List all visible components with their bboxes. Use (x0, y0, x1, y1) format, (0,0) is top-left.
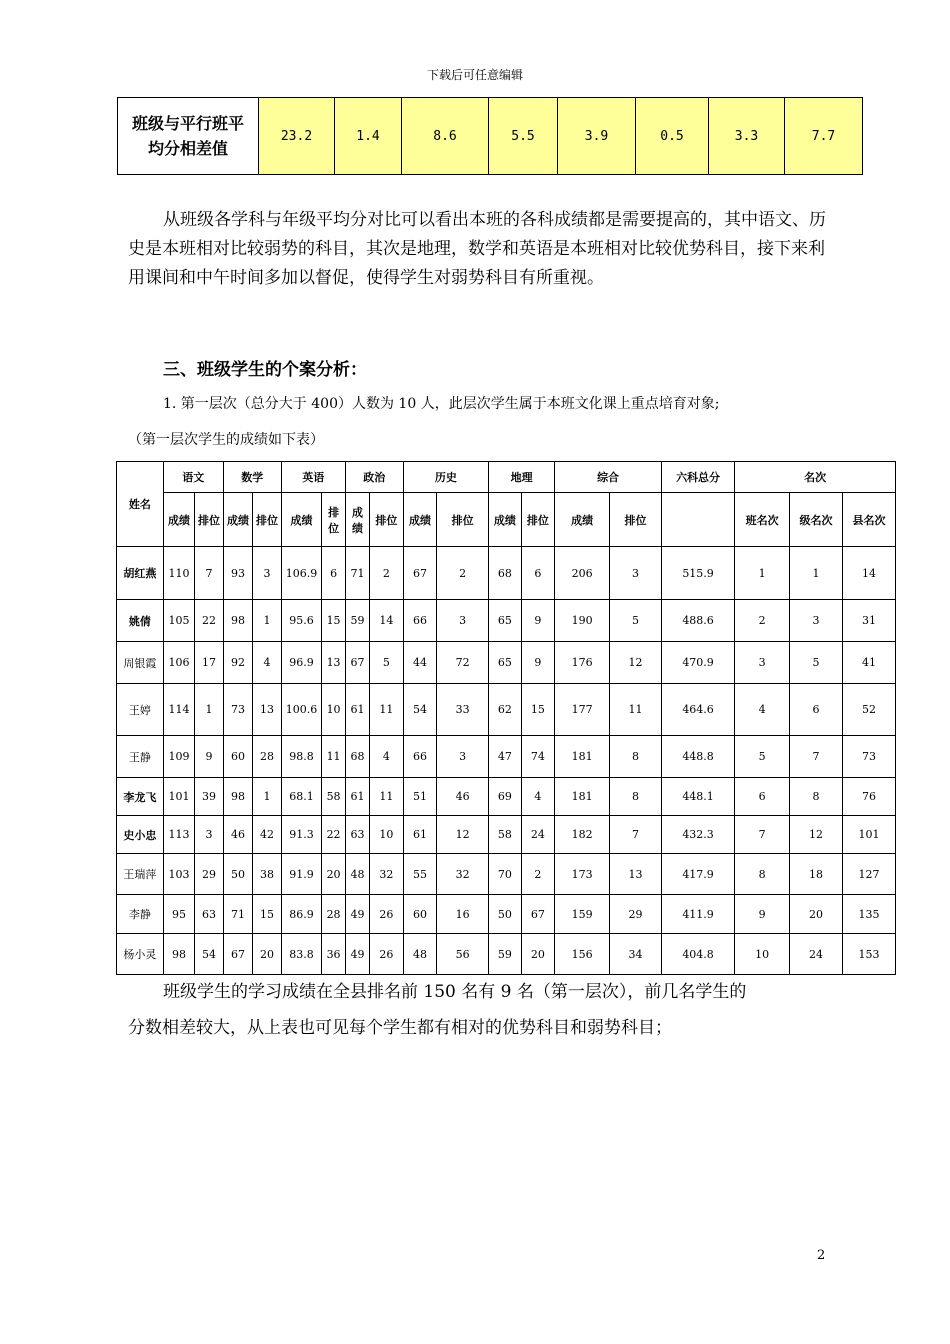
score-cell: 71 (223, 895, 252, 934)
table-row (117, 854, 896, 895)
score-cell: 61 (403, 816, 437, 854)
score-cell: 106 (163, 642, 195, 684)
score-cell: 5 (370, 642, 404, 684)
header-class-rank: 班名次 (735, 493, 790, 547)
score-cell: 8 (790, 778, 843, 816)
score-cell: 13 (322, 642, 345, 684)
score-cell: 14 (842, 547, 895, 600)
header-subject: 政治 (345, 462, 403, 493)
score-cell: 5 (790, 642, 843, 684)
score-cell: 41 (842, 642, 895, 684)
score-cell: 15 (521, 684, 555, 736)
score-cell: 2 (521, 854, 555, 895)
score-cell: 59 (489, 934, 522, 975)
score-cell: 11 (370, 684, 404, 736)
student-name: 王婷 (117, 684, 164, 736)
score-cell: 6 (521, 547, 555, 600)
table-row (117, 895, 896, 934)
score-cell: 5 (610, 600, 662, 642)
difference-value: 7.7 (785, 98, 863, 175)
score-cell: 33 (437, 684, 489, 736)
score-cell: 92 (223, 642, 252, 684)
score-cell: 49 (345, 895, 369, 934)
score-cell: 96.9 (281, 642, 322, 684)
score-cell: 60 (403, 895, 437, 934)
score-cell: 515.9 (661, 547, 734, 600)
student-name: 王瑞萍 (117, 854, 164, 895)
score-cell: 1 (195, 684, 223, 736)
header-position: 排位 (610, 493, 662, 547)
student-name: 王静 (117, 736, 164, 778)
table-caption: （第一层次学生的成绩如下表） (128, 432, 324, 448)
score-cell: 24 (521, 816, 555, 854)
score-cell: 58 (489, 816, 522, 854)
header-score: 成 绩 (345, 493, 369, 547)
score-cell: 66 (403, 600, 437, 642)
score-cell: 63 (345, 816, 369, 854)
score-cell: 91.3 (281, 816, 322, 854)
header-rank: 名次 (735, 462, 896, 493)
score-cell: 11 (322, 736, 345, 778)
scores-body (117, 547, 896, 975)
score-cell: 190 (555, 600, 610, 642)
score-cell: 1 (790, 547, 843, 600)
score-cell: 32 (437, 854, 489, 895)
student-name: 周银霞 (117, 642, 164, 684)
student-name: 杨小灵 (117, 934, 164, 975)
score-cell: 67 (403, 547, 437, 600)
score-cell: 38 (253, 854, 281, 895)
score-cell: 1 (253, 600, 281, 642)
score-cell: 98 (223, 600, 252, 642)
score-cell: 83.8 (281, 934, 322, 975)
score-cell: 12 (610, 642, 662, 684)
score-cell: 135 (842, 895, 895, 934)
score-cell: 13 (253, 684, 281, 736)
score-cell: 36 (322, 934, 345, 975)
difference-label: 班级与平行班平 均分相差值 (118, 98, 259, 175)
student-name: 李静 (117, 895, 164, 934)
score-cell: 54 (403, 684, 437, 736)
score-cell: 11 (610, 684, 662, 736)
score-cell: 153 (842, 934, 895, 975)
score-cell: 65 (489, 600, 522, 642)
score-cell: 22 (322, 816, 345, 854)
score-cell: 8 (735, 854, 790, 895)
summary-paragraph: 班级学生的学习成绩在全县排名前 150 名有 9 名（第一层次），前几名学生的 分数相差较大，从上表也可见每个学生都有相对的优势科目和弱势科目； (128, 982, 747, 1038)
score-cell: 74 (521, 736, 555, 778)
score-cell: 28 (322, 895, 345, 934)
table-row (117, 736, 896, 778)
score-cell: 5 (735, 736, 790, 778)
score-cell: 1 (735, 547, 790, 600)
score-cell: 206 (555, 547, 610, 600)
score-cell: 4 (521, 778, 555, 816)
score-cell: 52 (842, 684, 895, 736)
score-cell: 3 (195, 816, 223, 854)
score-cell: 68.1 (281, 778, 322, 816)
score-cell: 2 (735, 600, 790, 642)
score-cell: 7 (610, 816, 662, 854)
score-cell: 432.3 (661, 816, 734, 854)
score-cell: 9 (521, 642, 555, 684)
student-name: 史小忠 (117, 816, 164, 854)
score-cell: 7 (195, 547, 223, 600)
score-cell: 51 (403, 778, 437, 816)
header-subject: 综合 (555, 462, 662, 493)
score-cell: 182 (555, 816, 610, 854)
score-cell: 26 (370, 895, 404, 934)
header-score: 成绩 (223, 493, 252, 547)
score-cell: 58 (322, 778, 345, 816)
score-cell: 31 (842, 600, 895, 642)
score-cell: 8 (610, 736, 662, 778)
score-cell: 2 (370, 547, 404, 600)
score-cell: 42 (253, 816, 281, 854)
table-row (117, 547, 896, 600)
header-position: 排位 (253, 493, 281, 547)
score-cell: 3 (437, 600, 489, 642)
score-cell: 29 (610, 895, 662, 934)
score-cell: 66 (403, 736, 437, 778)
score-cell: 15 (253, 895, 281, 934)
student-name: 姚倩 (117, 600, 164, 642)
page-number: 2 (817, 1248, 826, 1263)
score-cell: 61 (345, 684, 369, 736)
score-cell: 68 (345, 736, 369, 778)
table-row (117, 816, 896, 854)
score-cell: 411.9 (661, 895, 734, 934)
score-cell: 3 (437, 736, 489, 778)
header-subject: 数学 (223, 462, 281, 493)
score-cell: 63 (195, 895, 223, 934)
header-county-rank: 县名次 (842, 493, 895, 547)
score-cell: 103 (163, 854, 195, 895)
difference-value: 3.9 (558, 98, 636, 175)
score-cell: 2 (437, 547, 489, 600)
score-cell: 59 (345, 600, 369, 642)
score-cell: 10 (370, 816, 404, 854)
score-cell: 488.6 (661, 600, 734, 642)
difference-value: 3.3 (709, 98, 785, 175)
score-cell: 9 (735, 895, 790, 934)
score-cell: 93 (223, 547, 252, 600)
header-subject: 英语 (281, 462, 345, 493)
score-cell: 110 (163, 547, 195, 600)
score-cell: 54 (195, 934, 223, 975)
score-cell: 10 (735, 934, 790, 975)
score-cell: 48 (345, 854, 369, 895)
section-heading: 三、班级学生的个案分析： (163, 360, 367, 380)
score-cell: 417.9 (661, 854, 734, 895)
score-cell: 98.8 (281, 736, 322, 778)
difference-table (117, 97, 863, 175)
score-cell: 101 (163, 778, 195, 816)
difference-value: 8.6 (402, 98, 489, 175)
score-cell: 4 (735, 684, 790, 736)
score-cell: 61 (345, 778, 369, 816)
header-subject: 地理 (489, 462, 555, 493)
score-cell: 15 (322, 600, 345, 642)
score-cell: 86.9 (281, 895, 322, 934)
score-cell: 173 (555, 854, 610, 895)
score-cell: 95.6 (281, 600, 322, 642)
difference-value: 5.5 (489, 98, 558, 175)
header-score: 成绩 (163, 493, 195, 547)
score-cell: 12 (790, 816, 843, 854)
scores-table (116, 461, 896, 975)
score-cell: 105 (163, 600, 195, 642)
score-cell: 8 (610, 778, 662, 816)
header-position: 排位 (521, 493, 555, 547)
score-cell: 20 (253, 934, 281, 975)
score-cell: 73 (223, 684, 252, 736)
score-cell: 114 (163, 684, 195, 736)
score-cell: 109 (163, 736, 195, 778)
header-score: 成绩 (555, 493, 610, 547)
score-cell: 3 (610, 547, 662, 600)
score-cell: 7 (735, 816, 790, 854)
header-score: 成绩 (489, 493, 522, 547)
table-row (117, 934, 896, 975)
score-cell: 9 (195, 736, 223, 778)
score-cell: 98 (163, 934, 195, 975)
table-row (117, 642, 896, 684)
score-cell: 91.9 (281, 854, 322, 895)
score-cell: 20 (521, 934, 555, 975)
score-cell: 177 (555, 684, 610, 736)
score-cell: 181 (555, 736, 610, 778)
score-cell: 6 (735, 778, 790, 816)
header-score: 成绩 (281, 493, 322, 547)
score-cell: 28 (253, 736, 281, 778)
difference-value: 23.2 (259, 98, 335, 175)
header-score: 成绩 (403, 493, 437, 547)
score-cell: 100.6 (281, 684, 322, 736)
score-cell: 73 (842, 736, 895, 778)
score-cell: 4 (253, 642, 281, 684)
score-cell: 29 (195, 854, 223, 895)
score-cell: 44 (403, 642, 437, 684)
score-cell: 56 (437, 934, 489, 975)
header-name: 姓名 (117, 462, 164, 547)
score-cell: 10 (322, 684, 345, 736)
difference-value: 1.4 (335, 98, 402, 175)
score-cell: 72 (437, 642, 489, 684)
header-note: 下载后可任意编辑 (426, 68, 523, 82)
score-cell: 14 (370, 600, 404, 642)
table-row (117, 778, 896, 816)
score-cell: 16 (437, 895, 489, 934)
score-cell: 9 (521, 600, 555, 642)
score-cell: 101 (842, 816, 895, 854)
score-cell: 6 (322, 547, 345, 600)
score-cell: 12 (437, 816, 489, 854)
score-cell: 176 (555, 642, 610, 684)
header-row-subjects (117, 462, 896, 493)
score-cell: 71 (345, 547, 369, 600)
score-cell: 464.6 (661, 684, 734, 736)
score-cell: 106.9 (281, 547, 322, 600)
score-cell: 67 (223, 934, 252, 975)
student-name: 李龙飞 (117, 778, 164, 816)
score-cell: 470.9 (661, 642, 734, 684)
score-cell: 32 (370, 854, 404, 895)
score-cell: 11 (370, 778, 404, 816)
score-cell: 34 (610, 934, 662, 975)
difference-value: 0.5 (636, 98, 709, 175)
analysis-paragraph: 从班级各学科与年级平均分对比可以看出本班的各科成绩都是需要提高的，其中语文、历史是本班相对比较弱势的科目，其次是地理，数学和英语是本班相对比较优势科目，接下来利用课间和中午时间多加以督促，使得学生对弱势科目有所重视。 (128, 210, 826, 288)
score-cell: 76 (842, 778, 895, 816)
score-cell: 60 (223, 736, 252, 778)
score-cell: 448.8 (661, 736, 734, 778)
header-subject: 历史 (403, 462, 488, 493)
score-cell: 181 (555, 778, 610, 816)
score-cell: 49 (345, 934, 369, 975)
score-cell: 17 (195, 642, 223, 684)
score-cell: 46 (437, 778, 489, 816)
score-cell: 113 (163, 816, 195, 854)
score-cell: 4 (370, 736, 404, 778)
score-cell: 69 (489, 778, 522, 816)
score-cell: 62 (489, 684, 522, 736)
score-cell: 50 (489, 895, 522, 934)
score-cell: 404.8 (661, 934, 734, 975)
header-total-blank (661, 493, 734, 547)
score-cell: 70 (489, 854, 522, 895)
score-cell: 20 (790, 895, 843, 934)
score-cell: 48 (403, 934, 437, 975)
score-cell: 95 (163, 895, 195, 934)
score-cell: 6 (790, 684, 843, 736)
score-cell: 159 (555, 895, 610, 934)
header-row-sub (117, 493, 896, 547)
score-cell: 46 (223, 816, 252, 854)
student-name: 胡红燕 (117, 547, 164, 600)
score-cell: 7 (790, 736, 843, 778)
table-row (117, 684, 896, 736)
header-position: 排 位 (322, 493, 345, 547)
header-position: 排位 (370, 493, 404, 547)
tier-description: 1. 第一层次（总分大于 400）人数为 10 人，此层次学生属于本班文化课上重点培育对象; (163, 396, 720, 412)
score-cell: 67 (345, 642, 369, 684)
score-cell: 127 (842, 854, 895, 895)
score-cell: 65 (489, 642, 522, 684)
score-cell: 39 (195, 778, 223, 816)
score-cell: 50 (223, 854, 252, 895)
score-cell: 47 (489, 736, 522, 778)
header-position: 排位 (437, 493, 489, 547)
table-row (117, 600, 896, 642)
score-cell: 55 (403, 854, 437, 895)
score-cell: 22 (195, 600, 223, 642)
score-cell: 3 (253, 547, 281, 600)
score-cell: 1 (253, 778, 281, 816)
header-position: 排位 (195, 493, 223, 547)
score-cell: 18 (790, 854, 843, 895)
difference-row (118, 98, 863, 175)
score-cell: 98 (223, 778, 252, 816)
score-cell: 156 (555, 934, 610, 975)
score-cell: 20 (322, 854, 345, 895)
header-grade-rank: 级名次 (790, 493, 843, 547)
header-total: 六科总分 (661, 462, 734, 493)
score-cell: 448.1 (661, 778, 734, 816)
score-cell: 26 (370, 934, 404, 975)
score-cell: 3 (790, 600, 843, 642)
header-subject: 语文 (163, 462, 223, 493)
score-cell: 67 (521, 895, 555, 934)
score-cell: 68 (489, 547, 522, 600)
score-cell: 13 (610, 854, 662, 895)
score-cell: 24 (790, 934, 843, 975)
score-cell: 3 (735, 642, 790, 684)
